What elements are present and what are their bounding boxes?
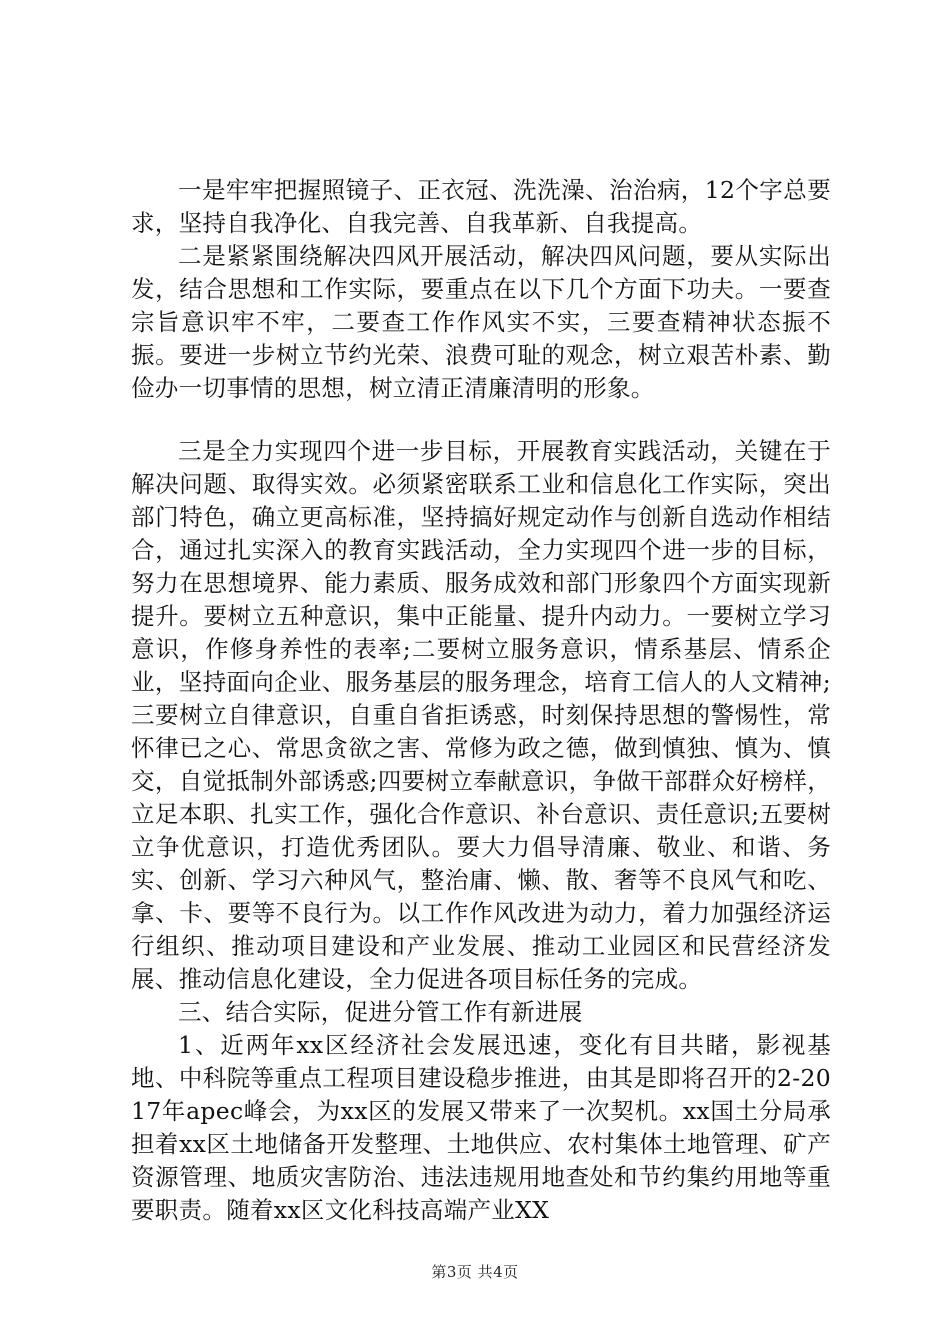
page-number-footer: 第3页 共4页 <box>431 1263 519 1281</box>
paragraph-first-point: 一是牢牢把握照镜子、正衣冠、洗洗澡、治治病，12个字总要求，坚持自我净化、自我完善、自我革新、自我提高。 <box>131 176 831 237</box>
paragraph-item-one: 1、近两年xx区经济社会发展迅速，变化有目共睹，影视基地、中科院等重点工程项目建设稳步推进，由其是即将召开的2-2017年apec峰会，为xx区的发展又带来了一次契机。xx国土分局承担着xx区土地储备开发整理、土地供应、农村集体土地管理、矿产资源管理、地质灾害防治、违法违规用地查处和节约集约用地等重要职责。随着xx区文化科技高端产业XX <box>131 1031 831 1224</box>
document-body <box>131 174 831 1227</box>
paragraph-second-point: 二是紧紧围绕解决四风开展活动，解决四风问题，要从实际出发，结合思想和工作实际，要重点在以下几个方面下功夫。一要查宗旨意识牢不牢，二要查工作作风实不实，三要查精神状态振不振。要进一步树立节约光荣、浪费可耻的观念，树立艰苦朴素、勤俭办一切事情的思想，树立清正清廉清明的形象。 <box>131 242 831 402</box>
paragraph-third-point: 三是全力实现四个进一步目标，开展教育实践活动，关键在于解决问题、取得实效。必须紧密联系工业和信息化工作实际，突出部门特色，确立更高标准，坚持搞好规定动作与创新自选动作相结合，通过扎实深入的教育实践活动，全力实现四个进一步的目标，努力在思想境界、能力素质、服务成效和部门形象四个方面实现新提升。要树立五种意识，集中正能量、提升内动力。一要树立学习意识，作修身养性的表率;二要树立服务意识，情系基层、情系企业，坚持面向企业、服务基层的服务理念，培育工信人的人文精神;三要树立自律意识，自重自省拒诱惑，时刻保持思想的警惕性，常怀律已之心、常思贪欲之害、常修为政之德，做到慎独、慎为、慎交，自觉抵制外部诱惑;四要树立奉献意识，争做干部群众好榜样，立足本职、扎实工作，强化合作意识、补台意识、责任意识;五要树立争优意识，打造优秀团队。要大力倡导清廉、敬业、和谐、务实、创新、学习六种风气，整治庸、懒、散、奢等不良风气和吃、拿、卡、要等不良行为。以工作作风改进为动力，着力加强经济运行组织、推动项目建设和产业发展、推动工业园区和民营经济发展、推动信息化建设，全力促进各项目标任务的完成。 <box>131 437 831 993</box>
section-heading: 三、结合实际，促进分管工作有新进展 <box>178 998 583 1026</box>
